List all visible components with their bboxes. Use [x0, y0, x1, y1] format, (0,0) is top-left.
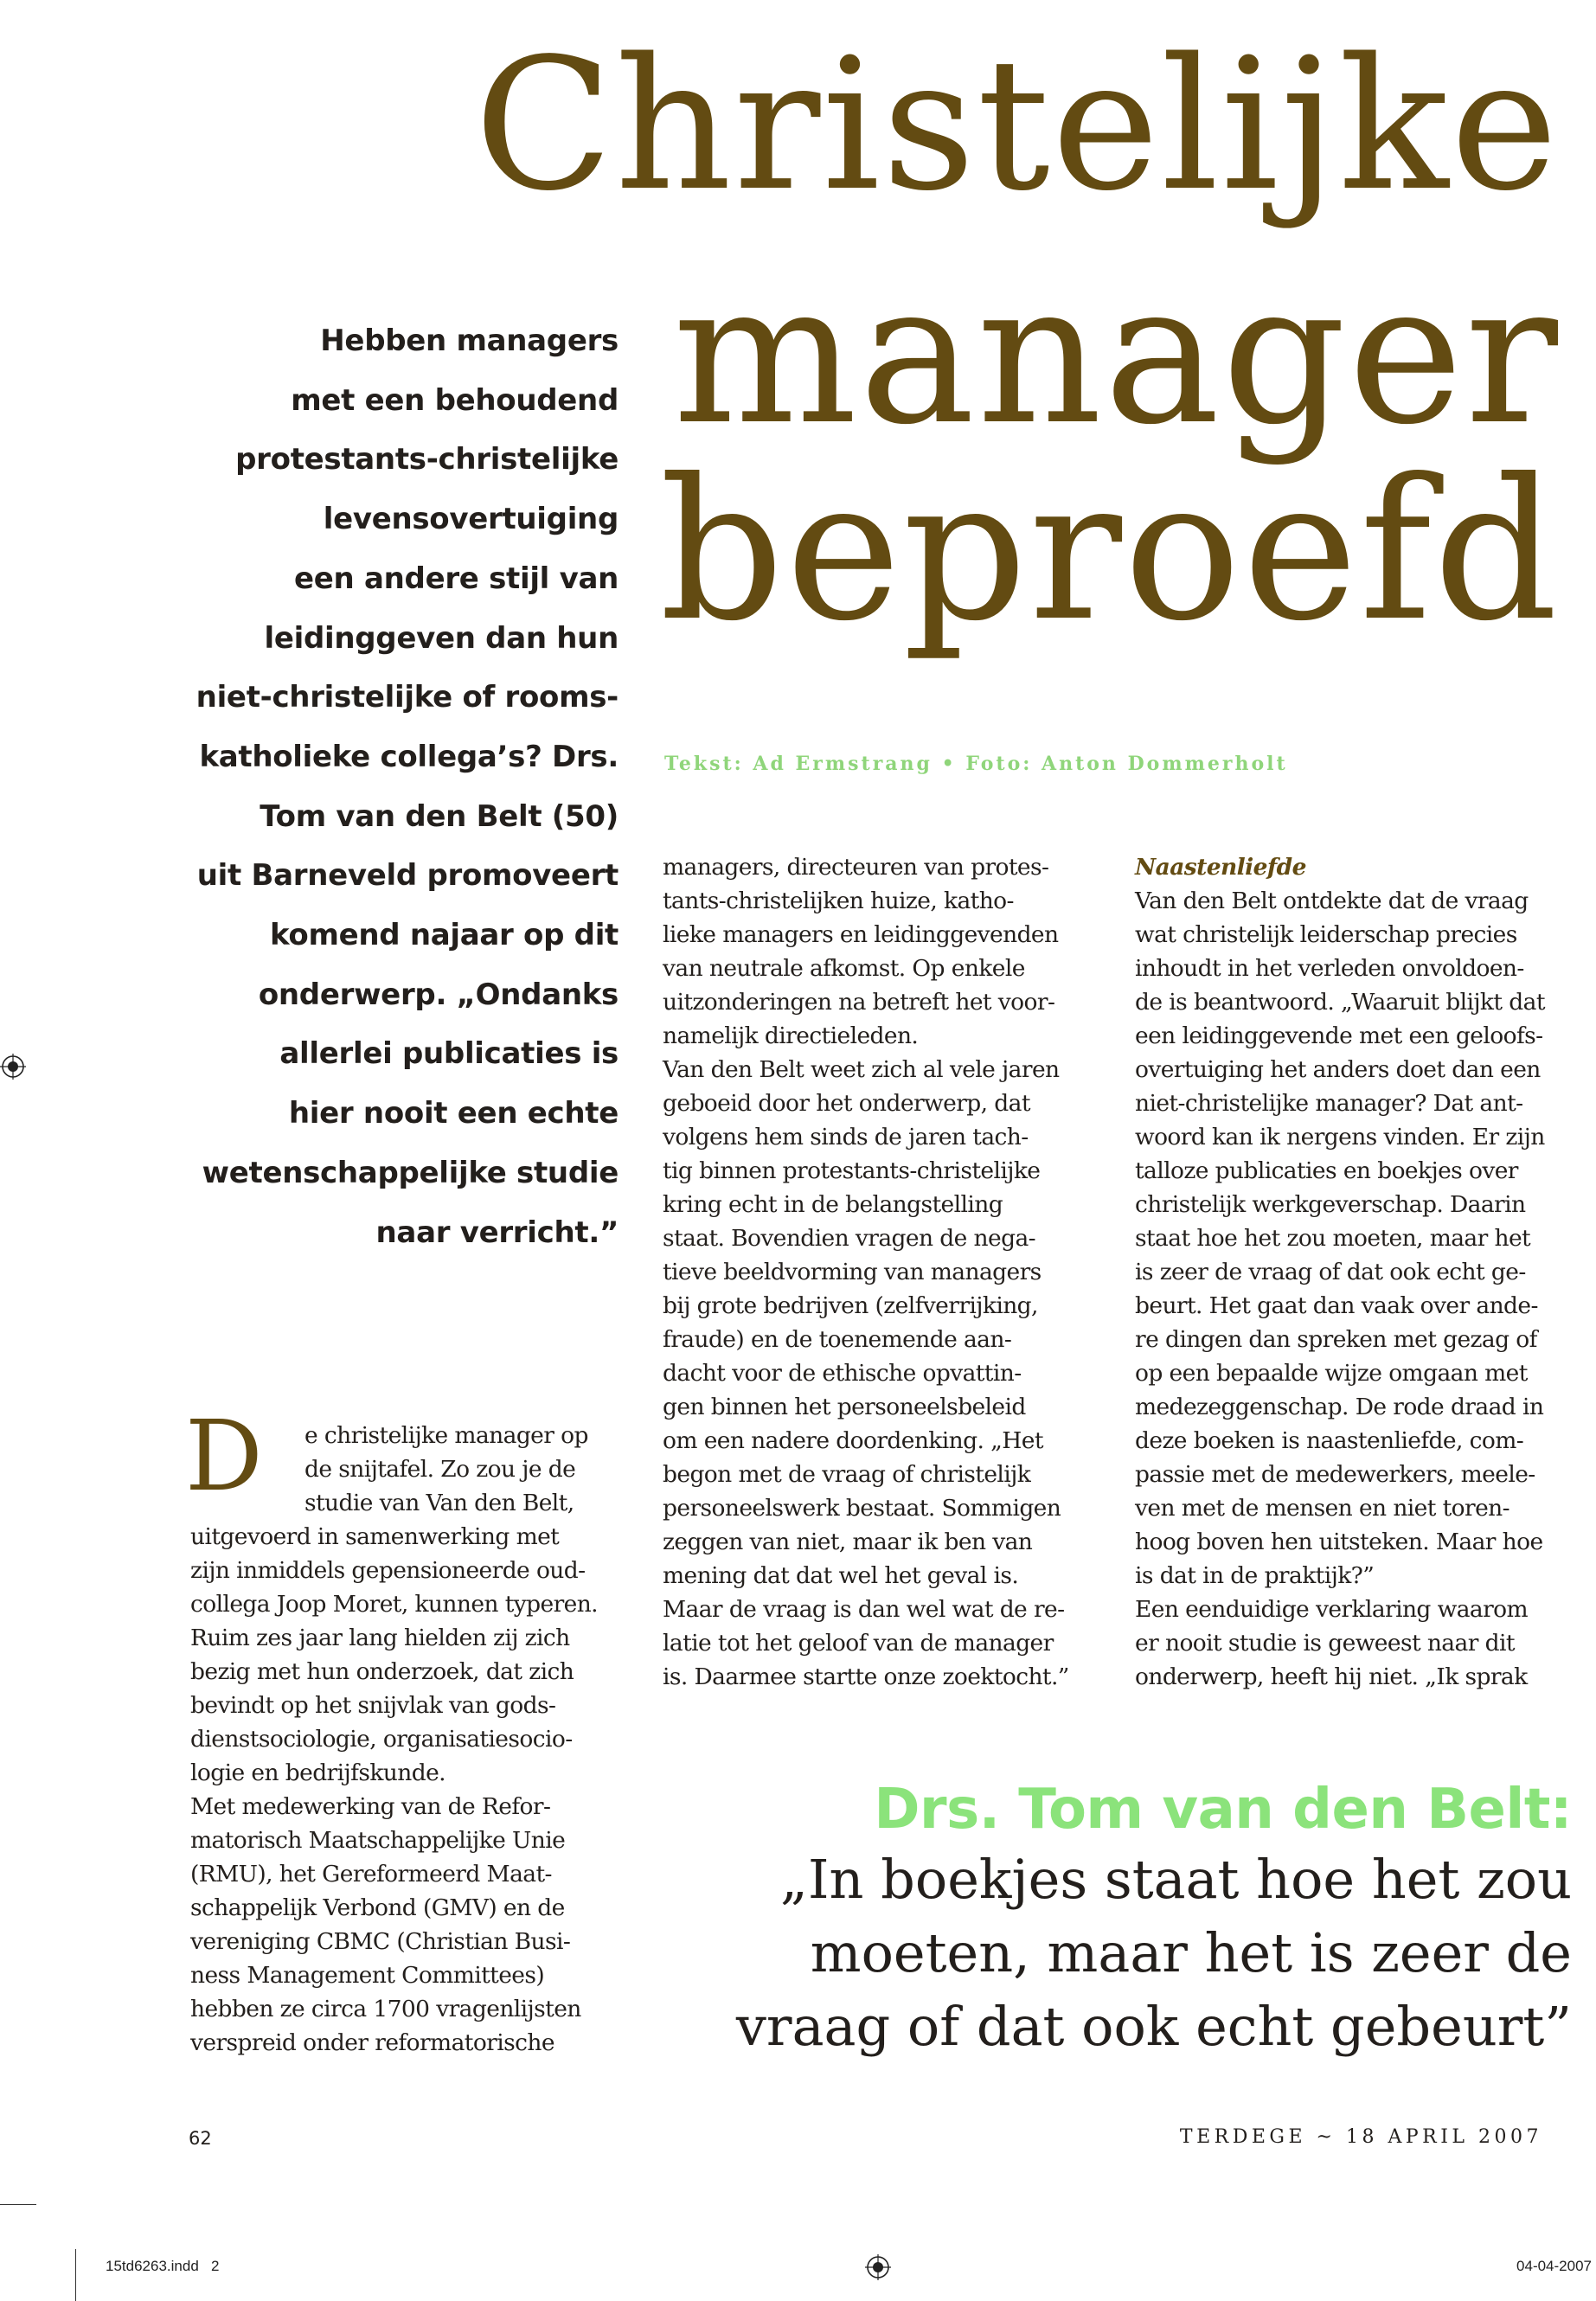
- drop-cap: D: [185, 1400, 263, 1513]
- intro-line: Hebben managers: [320, 324, 619, 358]
- title-line-3: beproefd: [659, 438, 1560, 664]
- slug-filename: 15td6263.indd 2: [106, 2258, 220, 2274]
- body-line: latie tot het geloof van de manager: [663, 1630, 1054, 1657]
- pullquote-line: vraag of dat ook echt gebeurt”: [735, 1995, 1572, 2058]
- intro-line: katholieke collega’s? Drs.: [199, 739, 619, 774]
- body-line: tig binnen protestants-christelijke: [663, 1157, 1041, 1184]
- registration-mark-icon: [865, 2254, 891, 2280]
- body-line: zeggen van niet, maar ik ben van: [663, 1529, 1033, 1555]
- body-line: studie van Van den Belt,: [304, 1490, 574, 1516]
- title-line-2: manager: [672, 241, 1560, 468]
- body-line: christelijk werkgeverschap. Daarin: [1135, 1191, 1526, 1218]
- body-line: schappelijk Verbond (GMV) en de: [190, 1894, 565, 1921]
- body-line: kring echt in de belangstelling: [663, 1191, 1003, 1218]
- body-line: wat christelijk leiderschap precies: [1135, 921, 1517, 948]
- intro-line: uit Barneveld promoveert: [196, 858, 619, 894]
- body-line: ness Management Committees): [190, 1962, 545, 1989]
- body-line: beurt. Het gaat dan vaak over ande-: [1135, 1292, 1538, 1319]
- body-line: vereniging CBMC (Christian Busi-: [190, 1928, 571, 1955]
- body-line: dacht voor de ethische opvattin-: [663, 1360, 1022, 1387]
- body-line: verspreid onder reformatorische: [190, 2029, 554, 2056]
- body-line: uitgevoerd in samenwerking met: [190, 1523, 560, 1550]
- intro-line: allerlei publicaties is: [279, 1036, 619, 1072]
- body-column-3: [1135, 850, 1585, 1694]
- body-line: uitzonderingen na betreft het voor-: [663, 989, 1055, 1016]
- body-line: re dingen dan spreken met gezag of: [1135, 1326, 1537, 1353]
- pullquote-line: „In boekjes staat hoe het zou: [779, 1848, 1572, 1911]
- body-column-3-text: [1135, 884, 1585, 1694]
- body-line: bevindt op het snijvlak van gods-: [190, 1692, 556, 1719]
- body-line: hoog boven hen uitsteken. Maar hoe: [1135, 1529, 1543, 1555]
- body-line: Maar de vraag is dan wel wat de re-: [663, 1596, 1065, 1623]
- intro-line: niet-christelijke of rooms-: [195, 680, 619, 715]
- body-line: bij grote bedrijven (zelfverrijking,: [663, 1292, 1038, 1319]
- body-line: Met medewerking van de Refor-: [190, 1793, 551, 1820]
- intro-line: Tom van den Belt (50): [260, 798, 619, 834]
- body-line: om een nadere doordenking. „Het: [663, 1427, 1043, 1454]
- body-line: de is beantwoord. „Waaruit blijkt dat: [1135, 989, 1545, 1016]
- body-column-2: [663, 850, 1112, 1694]
- body-line: volgens hem sinds de jaren tach-: [663, 1124, 1029, 1150]
- body-line: woord kan ik nergens vinden. Er zijn: [1135, 1124, 1545, 1150]
- pullquote-text: [736, 1843, 1572, 2063]
- body-line: lieke managers en leidinggevenden: [663, 921, 1059, 948]
- body-line: een leidinggevende met een geloofs-: [1135, 1022, 1543, 1049]
- body-line: op een bepaalde wijze omgaan met: [1135, 1360, 1528, 1387]
- body-line: fraude) en de toenemende aan-: [663, 1326, 1012, 1353]
- body-line: hebben ze circa 1700 vragenlijsten: [190, 1996, 581, 2022]
- body-line: mening dat dat wel het geval is.: [663, 1562, 1019, 1589]
- body-line: is. Daarmee startte onze zoektocht.”: [663, 1663, 1069, 1690]
- body-line: staat. Bovendien vragen de nega-: [663, 1225, 1036, 1252]
- body-line: (RMU), het Gereformeerd Maat-: [190, 1861, 552, 1888]
- body-line: van neutrale afkomst. Op enkele: [663, 955, 1025, 982]
- intro-line: leidinggeven dan hun: [264, 620, 619, 656]
- body-line: matorisch Maatschappelijke Unie: [190, 1827, 566, 1854]
- crop-mark-bottom: [75, 2249, 76, 2301]
- body-line: inhoudt in het verleden onvoldoen-: [1135, 955, 1524, 982]
- body-line: passie met de medewerkers, meele-: [1135, 1461, 1535, 1488]
- intro-line: komend najaar op dit: [270, 918, 619, 953]
- intro-line: protestants-christelijke: [235, 442, 619, 478]
- intro-line: onderwerp. „Ondanks: [258, 977, 619, 1012]
- body-line: Van den Belt weet zich al vele jaren: [663, 1056, 1060, 1083]
- intro-lead: [173, 311, 619, 1262]
- pullquote-name: Drs. Tom van den Belt:: [874, 1778, 1572, 1842]
- body-line: Van den Belt ontdekte dat de vraag: [1135, 888, 1529, 914]
- body-line: e christelijke manager op: [304, 1422, 588, 1449]
- body-line: logie en bedrijfskunde.: [190, 1759, 445, 1786]
- slug-date: 04-04-2007: [1516, 2258, 1592, 2274]
- body-line: overtuiging het anders doet dan een: [1135, 1056, 1541, 1083]
- body-line: is dat in de praktijk?”: [1135, 1562, 1375, 1589]
- title-line-1: Christelijke: [474, 19, 1560, 231]
- body-line: Ruim zes jaar lang hielden zij zich: [190, 1625, 570, 1651]
- body-line: personeelswerk bestaat. Sommigen: [663, 1495, 1061, 1522]
- body-line: onderwerp, heeft hij niet. „Ik sprak: [1135, 1663, 1528, 1690]
- body-line: tieve beeldvorming van managers: [663, 1259, 1042, 1285]
- intro-line: hier nooit een echte: [288, 1096, 619, 1131]
- body-line: ven met de mensen en niet toren-: [1135, 1495, 1509, 1522]
- body-line: namelijk directieleden.: [663, 1022, 919, 1049]
- body-line: medezeggenschap. De rode draad in: [1135, 1394, 1544, 1420]
- intro-line: naar verricht.”: [375, 1215, 619, 1250]
- body-line: geboeid door het onderwerp, dat: [663, 1090, 1030, 1117]
- body-line: managers, directeuren van protes-: [663, 854, 1049, 881]
- body-line: dienstsociologie, organisatiesocio-: [190, 1726, 573, 1753]
- magazine-footer: TERDEGE ~ 18 APRIL 2007: [1179, 2126, 1542, 2148]
- crop-mark-left: [0, 2204, 36, 2205]
- body-line: tants-christelijken huize, katho-: [663, 888, 1014, 914]
- body-line: zijn inmiddels gepensioneerde oud-: [190, 1557, 586, 1584]
- body-line: deze boeken is naastenliefde, com-: [1135, 1427, 1524, 1454]
- body-line: er nooit studie is geweest naar dit: [1135, 1630, 1515, 1657]
- body-line: collega Joop Moret, kunnen typeren.: [190, 1591, 599, 1618]
- pullquote-line: moeten, maar het is zeer de: [810, 1921, 1572, 1984]
- intro-line: met een behoudend: [291, 382, 619, 418]
- subheading: Naastenliefde: [1135, 854, 1306, 881]
- page-number: 62: [189, 2128, 212, 2149]
- body-line: gen binnen het personeelsbeleid: [663, 1394, 1026, 1420]
- body-line: is zeer de vraag of dat ook echt ge-: [1135, 1259, 1526, 1285]
- intro-line: levensovertuiging: [323, 502, 619, 537]
- registration-mark-icon: [0, 1054, 26, 1080]
- body-line: begon met de vraag of christelijk: [663, 1461, 1031, 1488]
- intro-line: een andere stijl van: [294, 561, 619, 596]
- body-column-1-text: [190, 1520, 640, 2060]
- byline-credit: Tekst: Ad Ermstrang • Foto: Anton Dommerholt: [664, 753, 1288, 775]
- body-line: Een eenduidige verklaring waarom: [1135, 1596, 1529, 1623]
- body-line: talloze publicaties en boekjes over: [1135, 1157, 1518, 1184]
- body-line: staat hoe het zou moeten, maar het: [1135, 1225, 1531, 1252]
- body-column-1: [185, 1400, 640, 2060]
- body-line: bezig met hun onderzoek, dat zich: [190, 1658, 574, 1685]
- body-line: niet-christelijke manager? Dat ant-: [1135, 1090, 1523, 1117]
- body-line: de snijtafel. Zo zou je de: [304, 1456, 576, 1483]
- intro-line: wetenschappelijke studie: [202, 1155, 619, 1190]
